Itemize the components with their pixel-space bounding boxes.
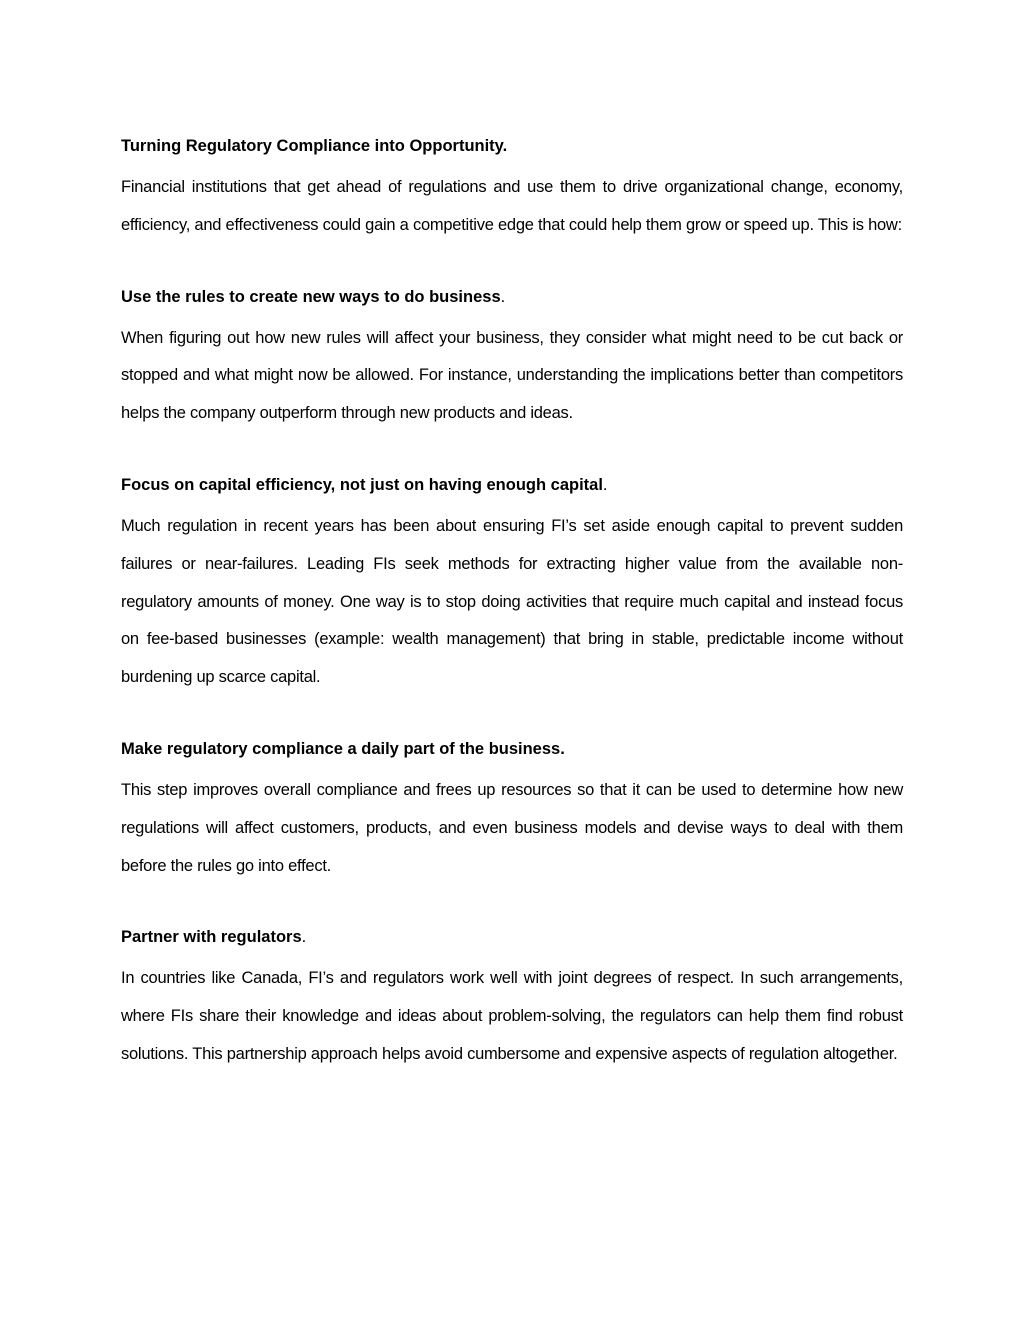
section-heading <box>121 131 903 161</box>
document-page <box>121 131 903 1111</box>
section-heading <box>121 470 903 500</box>
section-intro <box>121 131 903 245</box>
section-body: This step improves overall compliance and frees up resources so that it can be used to determine how new regulations will affect customers, products, and even business models and devise ways to deal with them before the rules go into effect. <box>121 780 903 875</box>
section-heading-text: Make regulatory compliance a daily part of the business. <box>121 739 565 758</box>
section-heading-text: Partner with regulators <box>121 928 302 947</box>
section-heading-suffix: . <box>500 287 506 306</box>
section-body: In countries like Canada, FI’s and regulators work well with joint degrees of respect. In such arrangements, where FIs share their knowledge and ideas about problem-solving, the regulators can help them find robust solutions. This partnership approach helps avoid cumbersome and expensive aspects of regulation altogether. <box>121 969 903 1063</box>
section-body: Much regulation in recent years has been about ensuring FI’s set aside enough capital to prevent sudden failures or near-failures. Leading FIs seek methods for extracting higher value from the available non-regulatory amounts of money. One way is to stop doing activities that require much capital and instead focus on fee-based businesses (example: wealth management) that bring in stable, predictable income without burdening up scarce capital. <box>121 516 903 687</box>
section-partner-regulators <box>121 922 903 1073</box>
section-heading <box>121 282 903 312</box>
section-new-ways <box>121 282 903 433</box>
section-heading <box>121 734 903 764</box>
section-capital-efficiency <box>121 470 903 697</box>
section-heading-suffix: . <box>301 928 307 947</box>
section-heading-suffix: . <box>602 475 608 494</box>
section-daily-compliance <box>121 734 903 885</box>
section-heading-text: Turning Regulatory Compliance into Opportunity. <box>121 137 508 155</box>
section-heading-text: Use the rules to create new ways to do business <box>121 287 501 306</box>
section-body: When figuring out how new rules will affect your business, they consider what might need to be cut back or stopped and what might now be allowed. For instance, understanding the implications better than competitors helps the company outperform through new products and ideas. <box>121 328 903 423</box>
section-heading <box>121 922 903 952</box>
section-body: Financial institutions that get ahead of regulations and use them to drive organizational change, economy, efficiency, and effectiveness could gain a competitive edge that could help them grow or speed up. This is how: <box>121 178 903 234</box>
section-heading-text: Focus on capital efficiency, not just on having enough capital <box>121 475 603 494</box>
